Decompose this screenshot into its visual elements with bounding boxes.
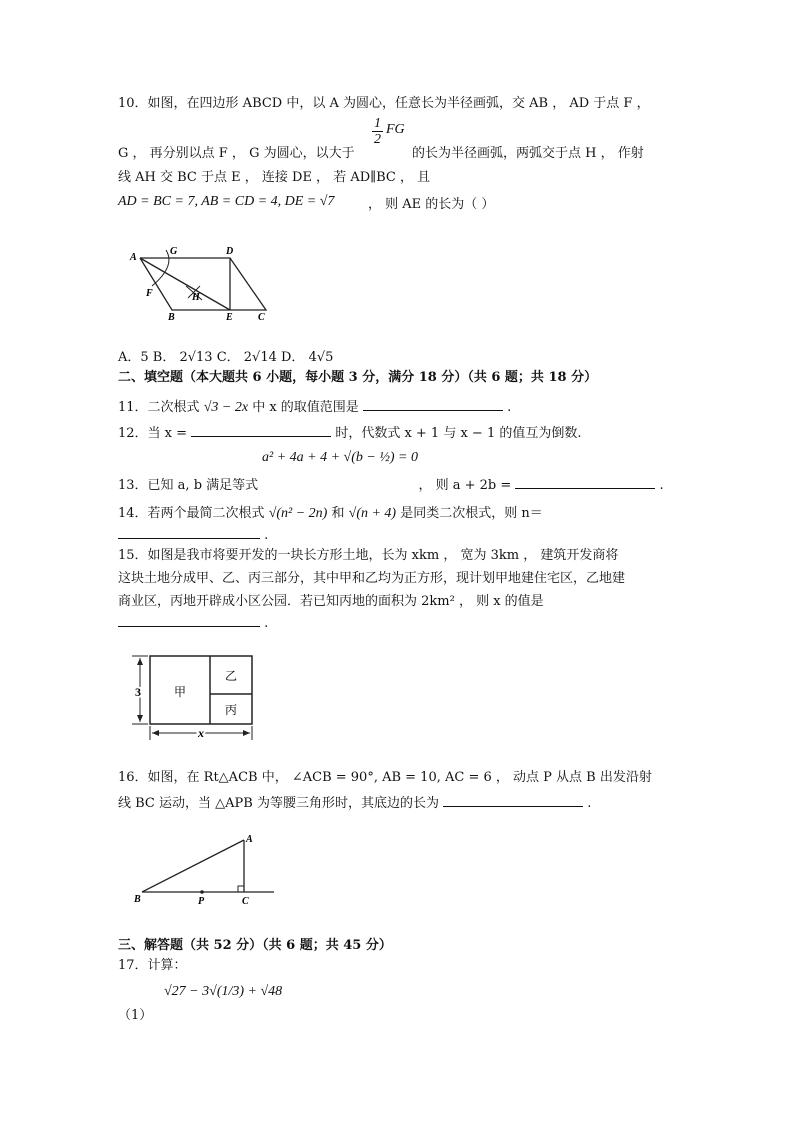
q10-line3: 线 AH 交 BC 于点 E ， 连接 DE ， 若 AD∥BC ， 且 [118,170,431,185]
q13-text-b: ， 则 a + 2b = [418,478,512,493]
q11-text-b: 中 x 的取值范围是 [252,400,359,415]
q13-text-a: 13．已知 a, b 满足等式 [118,478,259,493]
q15-answer-blank[interactable] [118,614,260,627]
q13-text-c: . [659,478,664,493]
q11-text-a: 11．二次根式 [118,400,200,415]
q16-answer-blank[interactable] [443,794,583,807]
q16-line2 [118,794,591,812]
q16-figure [132,830,278,910]
section3-title: 三、解答题（共 52 分）（共 6 题；共 45 分） [118,938,392,953]
q10-frac-den: 2 [374,132,381,148]
fig10-label-d: D [226,246,234,257]
q17-sub: （1） [118,1008,153,1023]
q11-text [118,398,511,417]
fig15-bing-label: 丙 [224,703,238,717]
q10-options: A．5 B． 2√13 C． 2√14 D． 4√5 [118,350,334,365]
section2-title: 二、填空题（本大题共 6 小题，每小题 3 分，满分 18 分）（共 6 题；共 18 分） [118,370,598,385]
q14-text [118,506,543,523]
fig16-label-c: C [242,896,249,907]
fig15-height-label: 3 [135,685,141,699]
fig10-label-f: F [146,288,153,299]
fig10-label-a: A [130,252,137,263]
q17-label: 17．计算： [118,958,187,973]
fig10-label-b: B [168,312,175,322]
fig16-label-a: A [246,834,253,845]
q10-line2a: G ， 再分别以点 F ， G 为圆心，以大于 [118,146,355,161]
q13-text [118,476,664,494]
q11-math: √3 − 2x [203,400,249,415]
q10-figure [128,242,272,322]
fig15-width-label: x [198,726,204,740]
q10-fraction [372,116,383,148]
q16-text-a: 线 BC 运动，当 △APB 为等腰三角形时，其底边的长为 [118,796,439,811]
q11-text-c: . [507,400,512,415]
q14-text-d: . [264,528,269,543]
fig10-label-g: G [170,246,178,257]
q14-answer-blank[interactable] [118,526,260,539]
q16-text-b: . [587,796,592,811]
fig16-label-p: P [198,896,205,907]
q17-math: √27 − 3√(1/3) + √48 [164,984,283,999]
q16-line1: 16．如图，在 Rt△ACB 中， ∠ACB = 90°, AB = 10, AC = 6 ， 动点 P 从点 B 出发沿射 [118,770,652,785]
q15-line3: 商业区，丙地开辟成小区公园．若已知丙地的面积为 2km² ， 则 x 的值是 [118,594,544,609]
q10-line2b: 的长为半径画弧，两弧交于点 H ， 作射 [412,146,644,161]
q12-answer-blank[interactable] [191,424,331,437]
q13-answer-blank[interactable] [515,476,655,489]
fig15-yi-label: 乙 [224,669,238,683]
q15-line2: 这块土地分成甲、乙、丙三部分，其中甲和乙均为正方形，现计划甲地建住宅区，乙地建 [118,571,626,586]
q14-text-a: 14．若两个最简二次根式 [118,506,265,521]
q15-line4 [118,614,268,632]
fig10-label-h: H [192,292,200,303]
fig16-label-b: B [134,894,141,905]
q12-text-b: 时，代数式 x + 1 与 x − 1 的值互为倒数. [335,426,582,441]
q10-frac-num: 1 [374,116,381,131]
q10-line4-math: AD = BC = 7, AB = CD = 4, DE = √7 [118,194,335,209]
q14-text-c: 是同类二次根式，则 n＝ [400,506,543,521]
q12-text [118,424,582,442]
q15-end: . [264,616,269,631]
fig10-label-c: C [258,312,265,322]
q10-line1: 10．如图，在四边形 ABCD 中，以 A 为圆心，任意长为半径画弧，交 AB ， AD 于点 F ， [118,96,650,111]
q14-text-b: 和 [331,506,345,521]
fig10-label-e: E [226,312,233,322]
q15-line1: 15．如图是我市将要开发的一块长方形土地，长为 xkm ， 宽为 3km ， 建筑开发商将 [118,548,619,563]
q15-figure [126,652,256,742]
q13-math: a² + 4a + 4 + √(b − ½) = 0 [262,450,418,465]
q10-line4-text: ， 则 AE 的长为（ ） [368,197,495,212]
q10-frac-var: FG [386,122,405,137]
q14-math2: √(n + 4) [348,506,397,521]
q14-math1: √(n² − 2n) [268,506,328,521]
q14-line2 [118,526,268,544]
fig15-jia-label: 甲 [173,685,187,699]
q11-answer-blank[interactable] [363,398,503,411]
q12-text-a: 12．当 x = [118,426,188,441]
